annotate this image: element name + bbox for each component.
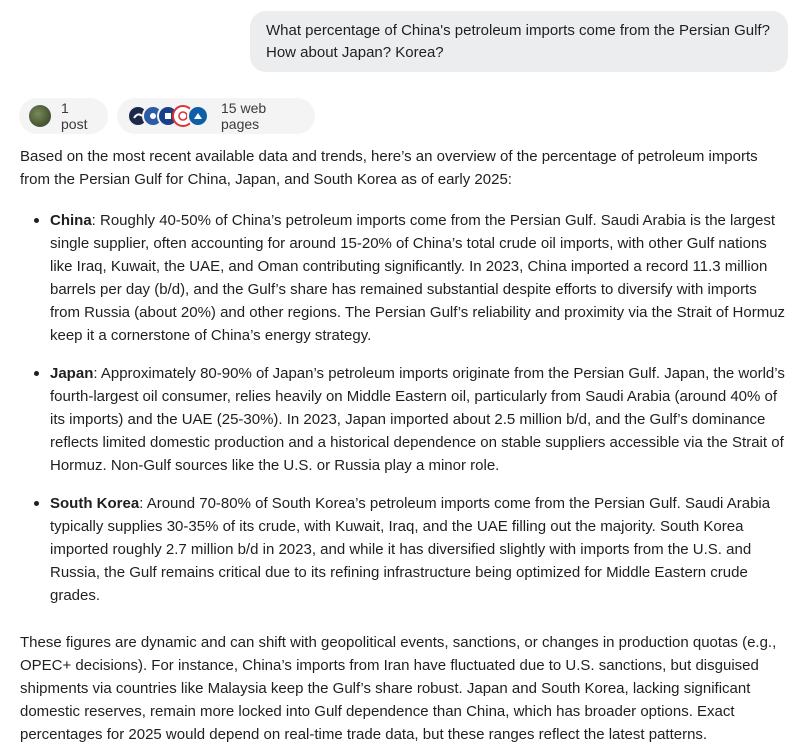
site-favicon-icon <box>187 105 209 127</box>
answer-list <box>34 209 788 607</box>
assistant-answer <box>20 145 788 746</box>
list-item-term: South Korea <box>50 495 140 512</box>
list-item-term: Japan <box>50 365 94 382</box>
source-chips <box>19 98 315 134</box>
posts-source-chip[interactable] <box>19 98 108 134</box>
post-avatar-icon <box>29 105 51 127</box>
web-pages-count-label: 15 web pages <box>221 100 267 132</box>
web-pages-source-chip[interactable] <box>117 98 315 134</box>
list-item-term: China <box>50 212 92 229</box>
list-item-text: : Around 70-80% of South Korea’s petroleum imports come from the Persian Gulf. Saudi Arabia typically supplies 30-35% of its crude, with Kuwait, Iraq, and the UAE filling out the majority. South Korea imported roughly 2.7 million b/d in 2023, and while it has diversified slightly with imports from the U.S. and Russia, the Gulf remains critical due to its refining infrastructure being optimized for Middle Eastern crude grades. <box>50 495 771 604</box>
user-message-bubble <box>250 11 788 72</box>
answer-outro: These figures are dynamic and can shift with geopolitical events, sanctions, or changes in production quotas (e.g., OPEC+ decisions). For instance, China’s imports from Iran have fluctuated due to U.S. sanctions, but disguised shipments via countries like Malaysia keep the Gulf’s share robust. Japan and South Korea, lacking significant domestic reserves, remain more locked into Gulf dependence than China, which has broader options. Exact percentages for 2025 would depend on real-time trade data, but these ranges reflect the latest patterns. <box>20 634 777 743</box>
posts-count-label: 1 post <box>61 100 88 132</box>
list-item-japan <box>34 362 788 477</box>
list-item-text: : Approximately 80-90% of Japan’s petroleum imports originate from the Persian Gulf. Japan, the world’s fourth-largest oil consumer, relies heavily on Middle Eastern oil, particularly from Saudi Arabia (around 40% of its imports) and the UAE (25-30%). In 2023, Japan imported about 2.5 million b/d, and the Gulf’s dominance reflects limited domestic production and a historical dependence on stable suppliers accessible via the Strait of Hormuz. Non-Gulf sources like the U.S. or Russia play a minor role. <box>50 365 785 474</box>
answer-intro: Based on the most recent available data and trends, here’s an overview of the percentage of petroleum imports from the Persian Gulf for China, Japan, and South Korea as of early 2025: <box>20 148 758 188</box>
list-item-china <box>34 209 788 347</box>
list-item-south-korea <box>34 492 788 607</box>
user-message-text: What percentage of China's petroleum imports come from the Persian Gulf? How about Japan? Korea? <box>266 22 770 61</box>
favicon-stack <box>127 105 209 127</box>
list-item-text: : Roughly 40-50% of China’s petroleum imports come from the Persian Gulf. Saudi Arabia is the largest single supplier, often accounting for around 15-20% of China’s total crude oil imports, with other Gulf nations like Iraq, Kuwait, the UAE, and Oman contributing significantly. In 2023, China imported a record 11.3 million barrels per day (b/d), and the Gulf’s share has remained substantial despite efforts to diversify with imports from Russia (about 20%) and other regions. The Persian Gulf’s reliability and proximity via the Strait of Hormuz keep it a cornerstone of China’s energy strategy. <box>50 212 786 344</box>
